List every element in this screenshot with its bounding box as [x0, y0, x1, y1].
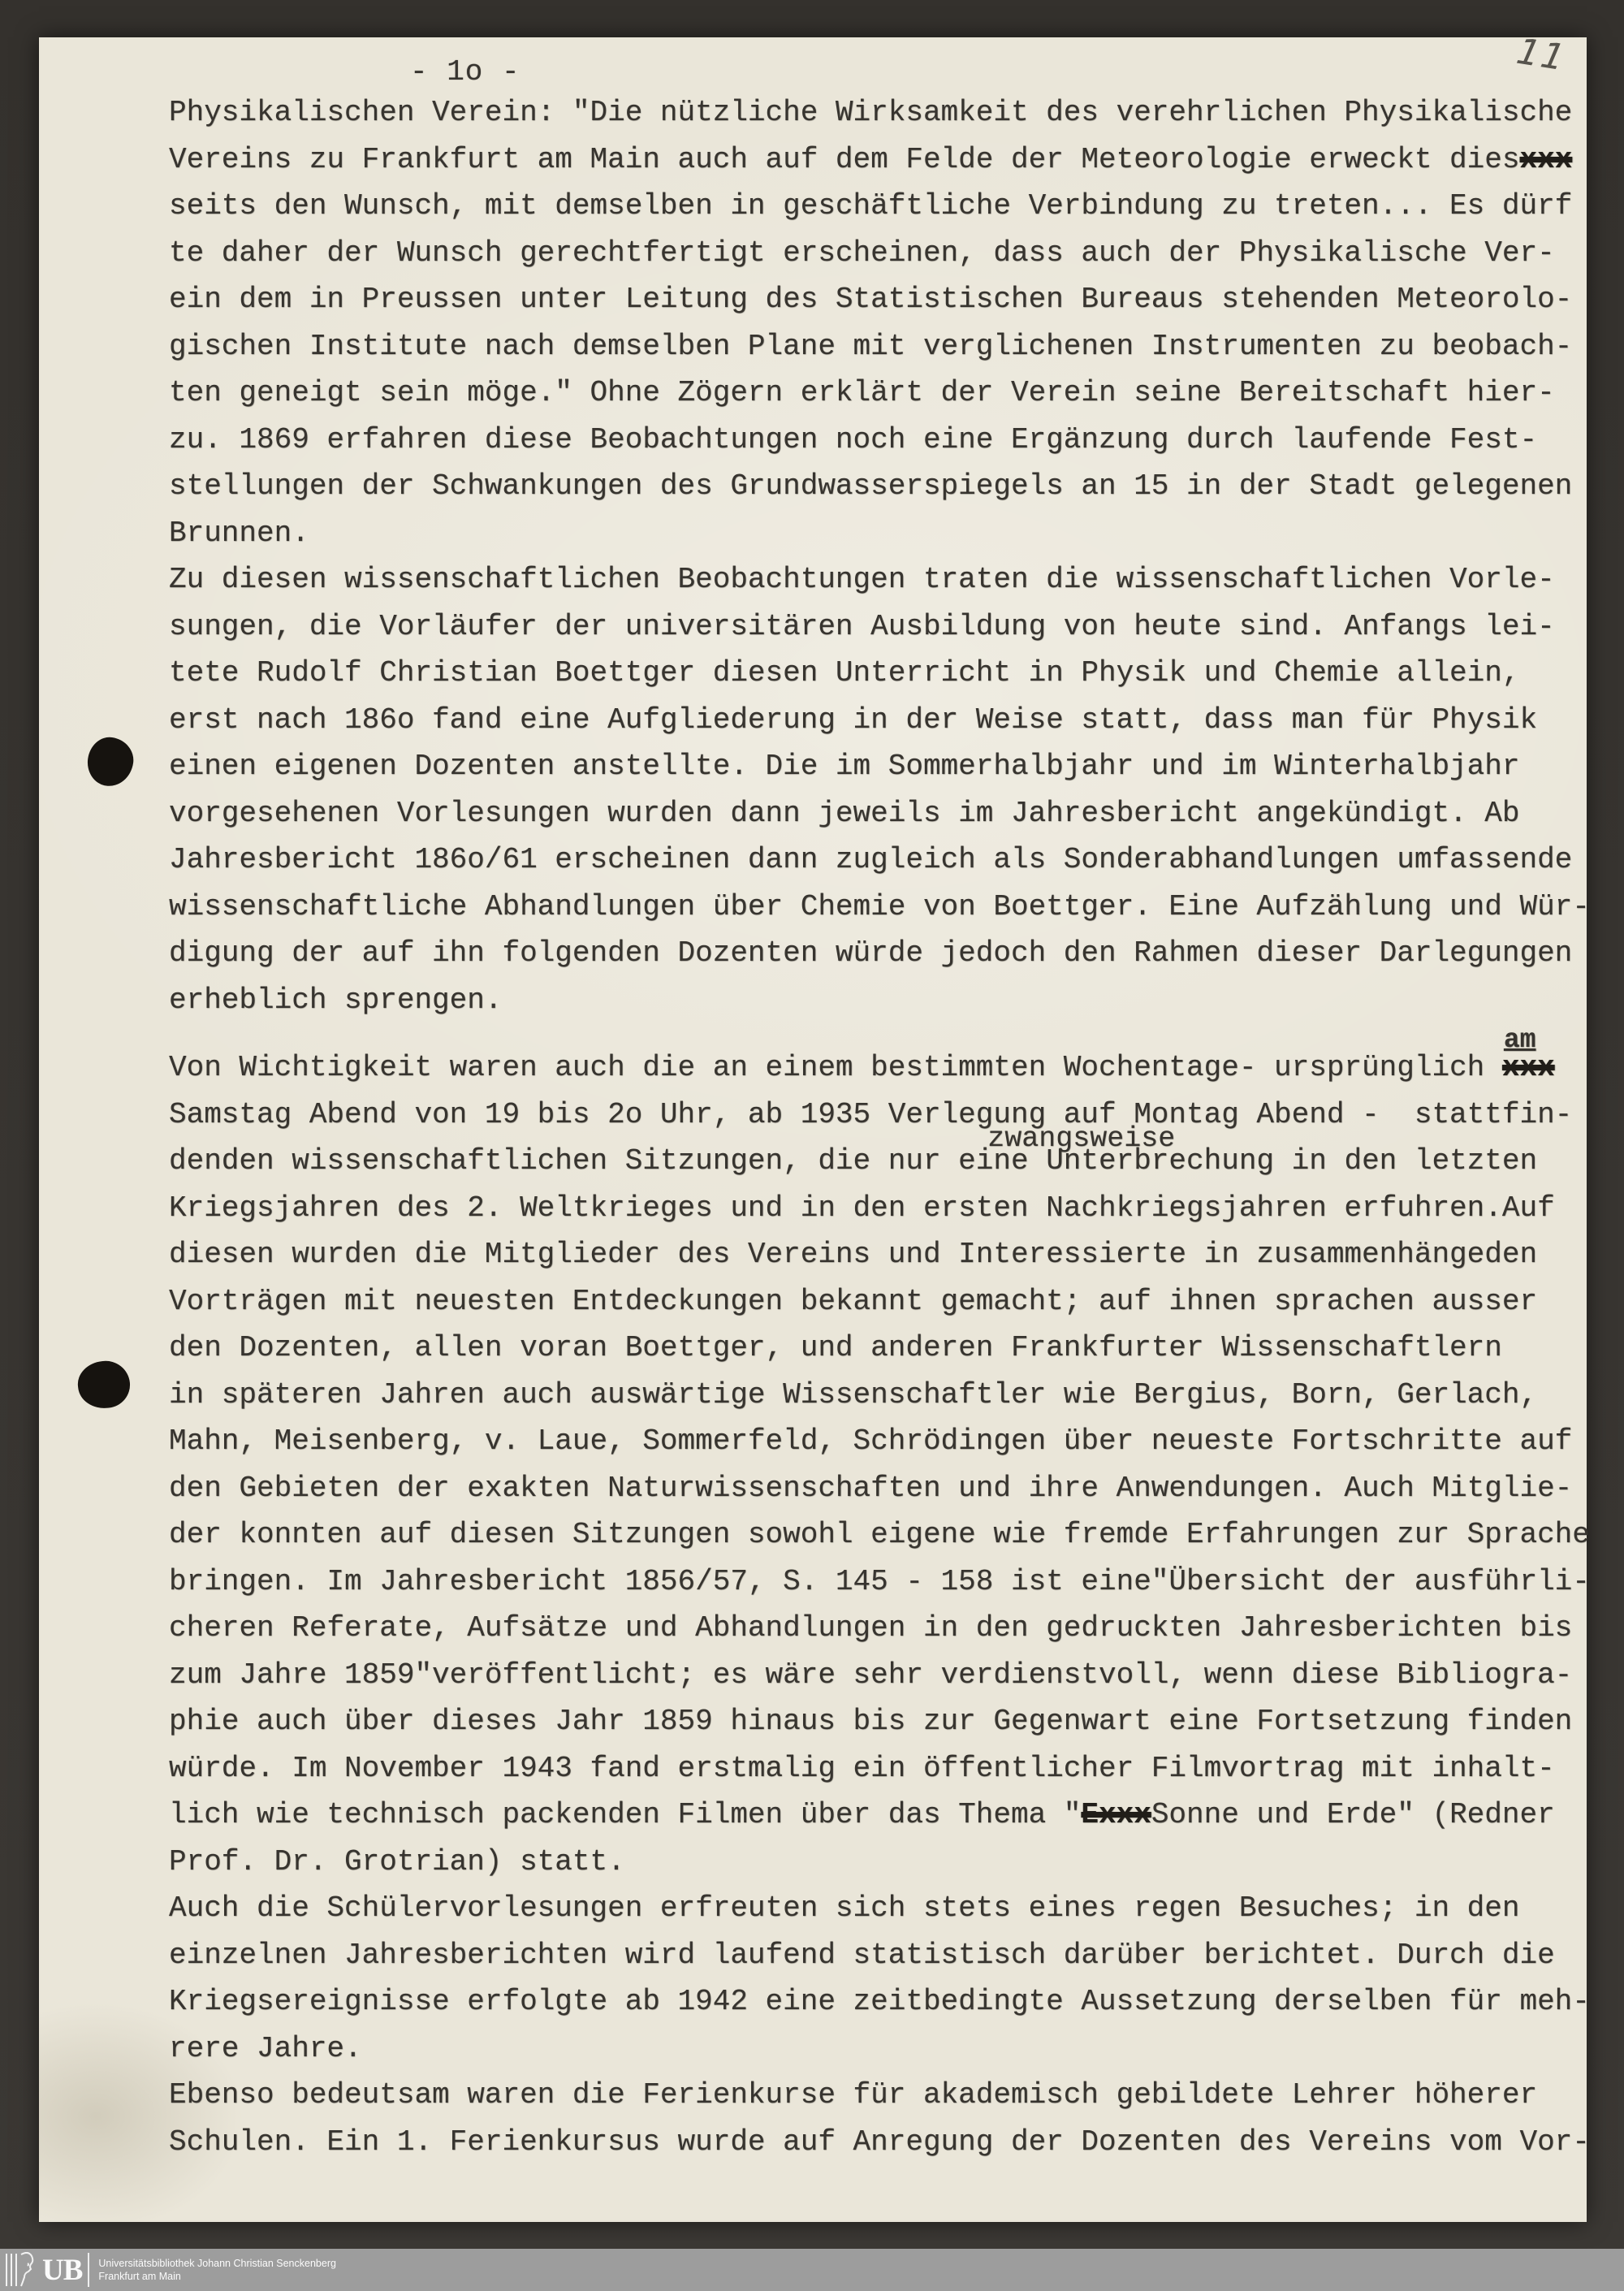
text-line: stellungen der Schwankungen des Grundwasserspiegels an 15 in der Stadt gelegenen	[169, 469, 1573, 503]
text-line: Zu diesen wissenschaftlichen Beobachtungen traten die wissenschaftlichen Vorle-	[169, 563, 1555, 596]
library-footer-bar	[0, 2249, 1624, 2291]
text-line: bringen. Im Jahresbericht 1856/57, S. 145 - 158 ist eine"Übersicht der ausführli-	[169, 1564, 1590, 1598]
institution-line1: Universitätsbibliothek Johann Christian Senckenberg	[98, 2257, 336, 2269]
text-line: Auch die Schülervorlesungen erfreuten sich stets eines regen Besuches; in den	[169, 1891, 1520, 1925]
text-line: in späteren Jahren auch auswärtige Wissenschaftler wie Bergius, Born, Gerlach,	[169, 1377, 1538, 1411]
text-line: wissenschaftliche Abhandlungen über Chemie von Boettger. Eine Aufzählung und Wür-	[169, 889, 1590, 923]
text-line: Schulen. Ein 1. Ferienkursus wurde auf Anregung der Dozenten des Vereins vom Vor-	[169, 2125, 1590, 2159]
text-line: te daher der Wunsch gerechtfertigt erscheinen, dass auch der Physikalische Ver-	[169, 236, 1555, 270]
text-line: würde. Im November 1943 fand erstmalig ein öffentlicher Filmvortrag mit inhalt-	[169, 1751, 1555, 1785]
typed-correction	[1501, 1025, 1555, 1091]
text-line: Brunnen.	[169, 516, 309, 550]
handwritten-folio-number: 11	[1509, 31, 1574, 79]
text-line: zu. 1869 erfahren diese Beobachtungen noch eine Ergänzung durch laufende Fest-	[169, 422, 1538, 456]
struck-typo: xxx	[1519, 142, 1573, 176]
text-line: einen eigenen Dozenten anstellte. Die im Sommerhalbjahr und im Winterhalbjahr	[169, 750, 1520, 783]
typed-correction: zwangsweise Unterbrechung	[1046, 1144, 1274, 1178]
text-line: erheblich sprengen.	[169, 983, 503, 1017]
text-line: zum Jahre 1859"veröffentlicht; es wäre sehr verdienstvoll, wenn diese Bibliogra-	[169, 1658, 1573, 1692]
text-line: Vereins zu Frankfurt am Main auch auf dem Felde der Meteorologie erweckt diesxxx	[169, 142, 1573, 176]
correction-above: zwangsweise	[987, 1122, 1176, 1155]
text-line: ten geneigt sein möge." Ohne Zögern erklärt der Verein seine Bereitschaft hier-	[169, 376, 1555, 409]
text-line: diesen wurden die Mitglieder des Vereins und Interessierte in zusammenhängeden	[169, 1238, 1538, 1271]
text-line: Vorträgen mit neuesten Entdeckungen bekannt gemacht; auf ihnen sprachen ausser	[169, 1284, 1538, 1318]
text-line: ein dem in Preussen unter Leitung des Statistischen Bureaus stehenden Meteorolo-	[169, 283, 1573, 316]
ub-logo-text: UB	[42, 2253, 83, 2287]
text-line: phie auch über dieses Jahr 1859 hinaus bis zur Gegenwart eine Fortsetzung finden	[169, 1705, 1573, 1738]
text-line: rere Jahre.	[169, 2031, 362, 2065]
text-line: sungen, die Vorläufer der universitären Ausbildung von heute sind. Anfangs lei-	[169, 609, 1555, 643]
ub-logo-graphic-icon	[3, 2252, 41, 2288]
text-line: erst nach 186o fand eine Aufgliederung in der Weise statt, dass man für Physik	[169, 702, 1538, 737]
text-line: digung der auf ihn folgenden Dozenten würde jedoch den Rahmen dieser Darlegungen	[169, 936, 1573, 970]
struck-typo: xxx	[1501, 1051, 1555, 1084]
text-line: Kriegsjahren des 2. Weltkrieges und in den ersten Nachkriegsjahren erfuhren.Auf	[169, 1191, 1555, 1225]
footer-divider	[88, 2253, 89, 2287]
text-line: cheren Referate, Aufsätze und Abhandlungen in den gedruckten Jahresberichten bis	[169, 1611, 1573, 1645]
page-number: - 1o -	[410, 55, 520, 89]
typewritten-text	[169, 89, 1598, 2165]
text-line: einzelnen Jahresberichten wird laufend statistisch darüber berichtet. Durch die	[169, 1938, 1555, 1972]
institution-name	[98, 2257, 336, 2284]
text-line: den Gebieten der exakten Naturwissenschaften und ihre Anwendungen. Auch Mitglie-	[169, 1471, 1573, 1505]
correction-above: am	[1503, 1025, 1536, 1055]
text-line: gischen Institute nach demselben Plane mit verglichenen Instrumenten zu beobach-	[169, 329, 1573, 363]
text-line: lich wie technisch packenden Filmen über das Thema "ExxxSonne und Erde" (Redner	[169, 1798, 1555, 1831]
text-line: vorgesehenen Vorlesungen wurden dann jeweils im Jahresbericht angekündigt. Ab	[169, 796, 1520, 830]
text-line: der konnten auf diesen Sitzungen sowohl eigene wie fremde Erfahrungen zur Sprache	[169, 1518, 1590, 1551]
text-line: Ebenso bedeutsam waren die Ferienkurse für akademisch gebildete Lehrer höherer	[169, 2078, 1538, 2112]
text-line: seits den Wunsch, mit demselben in geschäftliche Verbindung zu treten... Es dürf	[169, 189, 1573, 223]
institution-line2: Frankfurt am Main	[98, 2271, 181, 2282]
struck-typo: Exxx	[1081, 1798, 1151, 1831]
text-line: tete Rudolf Christian Boettger diesen Unterricht in Physik und Chemie allein,	[169, 656, 1520, 689]
text-line: denden wissenschaftlichen Sitzungen, die nur eine zwangsweise Unterbrechung in den letzten	[169, 1138, 1598, 1185]
ub-logo	[0, 2249, 82, 2291]
text-line: Von Wichtigkeit waren auch die an einem bestimmten Wochentage- ursprünglich am xxx	[169, 1044, 1598, 1091]
text-line: Physikalischen Verein: "Die nützliche Wirksamkeit des verehrlichen Physikalische	[169, 96, 1573, 129]
text-line: Jahresbericht 186o/61 erscheinen dann zugleich als Sonderabhandlungen umfassende	[169, 843, 1573, 876]
text-line: Mahn, Meisenberg, v. Laue, Sommerfeld, Schrödingen über neueste Fortschritte auf	[169, 1424, 1573, 1458]
text-line: Kriegsereignisse erfolgte ab 1942 eine zeitbedingte Aussetzung derselben für meh-	[169, 1985, 1590, 2018]
text-line: den Dozenten, allen voran Boettger, und anderen Frankfurter Wissenschaftlern	[169, 1331, 1502, 1364]
text-line: Samstag Abend von 19 bis 2o Uhr, ab 1935 Verlegung auf Montag Abend - stattfin-	[169, 1097, 1573, 1131]
text-line: Prof. Dr. Grotrian) statt.	[169, 1844, 625, 1878]
